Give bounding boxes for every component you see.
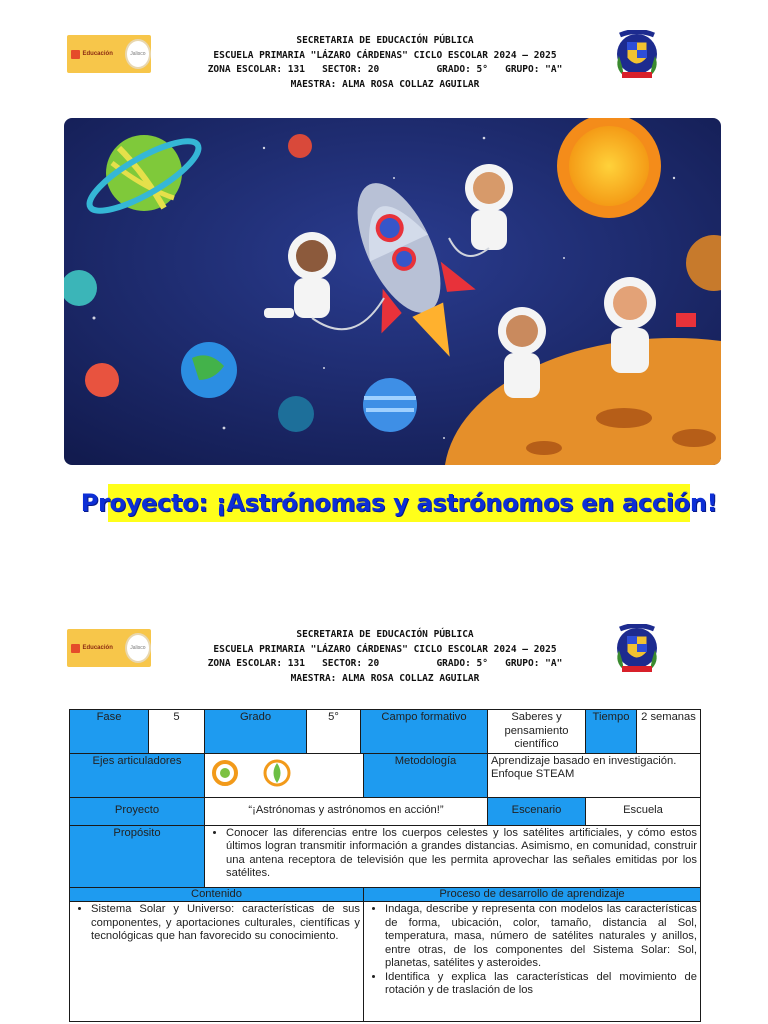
header-text (160, 628, 610, 686)
tiempo-label: Tiempo (586, 710, 637, 754)
header-line-1: SECRETARIA DE EDUCACIÓN PÚBLICA (296, 35, 474, 46)
contenido-cell (70, 902, 364, 1022)
seal-text: Jalisco (130, 51, 146, 57)
header-line-2: ESCUELA PRIMARIA "LÁZARO CÁRDENAS" CICLO ESCOLAR 2024 – 2025 (213, 49, 557, 61)
grado-label: Grado (205, 710, 307, 754)
state-seal (125, 39, 151, 69)
tiempo-value: 2 semanas (637, 710, 701, 754)
proyecto-value: “¡Astrónomas y astrónomos en acción!” (205, 797, 488, 825)
pensamiento-critico-icon (262, 759, 292, 787)
education-logo (67, 629, 151, 667)
page-header (0, 30, 768, 100)
proyecto-label: Proyecto (70, 797, 205, 825)
metodologia-value: Aprendizaje basado en investigación. Enfoque STEAM (488, 753, 701, 797)
header-text (160, 34, 610, 92)
seal-text: Jalisco (130, 645, 146, 651)
proposito-label: Propósito (70, 825, 205, 887)
header-line-1: SECRETARIA DE EDUCACIÓN PÚBLICA (296, 629, 474, 640)
header-line-4: MAESTRA: ALMA ROSA COLLAZ AGUILAR (290, 78, 480, 90)
metodologia-label: Metodología (364, 753, 488, 797)
project-title: Proyecto: ¡Astrónomas y astrónomos en acción! (108, 484, 690, 522)
grado-value: 5° (307, 710, 361, 754)
campo-label: Campo formativo (361, 710, 488, 754)
logo-text: Educación (82, 645, 113, 651)
header-line-3: ZONA ESCOLAR: 131 SECTOR: 20 GRADO: 5° GRUPO: "A" (207, 658, 563, 669)
inclusion-icon (210, 759, 240, 787)
page-header-2 (0, 624, 768, 694)
header-line-3: ZONA ESCOLAR: 131 SECTOR: 20 GRADO: 5° GRUPO: "A" (207, 64, 563, 75)
header-line-2: ESCUELA PRIMARIA "LÁZARO CÁRDENAS" CICLO ESCOLAR 2024 – 2025 (213, 643, 557, 655)
education-logo (67, 35, 151, 73)
pda-item: • Indaga, describe y representa con modelos las características de forma, ubicación, color, tamaño, distancia al Sol, temperatura, masa, número de satélites naturales y anillos, entre otras, de los componentes del Sistema Solar: Sol, planetas, satélites y asteroides. (385, 903, 697, 971)
ejes-label: Ejes articuladores (70, 753, 205, 797)
pda-label: Proceso de desarrollo de aprendizaje (364, 887, 701, 902)
proposito-cell (205, 825, 701, 887)
escenario-value: Escuela (586, 797, 701, 825)
contenido-item: • Sistema Solar y Universo: características de sus componentes, y aportaciones culturales, científicas y tecnológicas que han favorecido su conocimiento. (91, 903, 360, 944)
book-icon (71, 644, 80, 653)
pda-cell (364, 902, 701, 1022)
book-icon (71, 50, 80, 59)
planning-table (69, 709, 701, 1022)
school-crest-icon (610, 624, 664, 676)
ejes-icons-cell (205, 753, 364, 797)
header-line-4: MAESTRA: ALMA ROSA COLLAZ AGUILAR (290, 672, 480, 684)
state-seal (125, 633, 151, 663)
escenario-label: Escenario (488, 797, 586, 825)
space-illustration (64, 118, 721, 465)
proposito-value: • Conocer las diferencias entre los cuerpos celestes y los satélites artificiales, y cómo estos últimos logran transmitir información a grandes distancias. Asimismo, en comunidad, construir una antena receptora de televisión que les permita aprovechar las señales emitidas por los satélites. (226, 827, 697, 881)
contenido-label: Contenido (70, 887, 364, 902)
fase-value: 5 (149, 710, 205, 754)
logo-text: Educación (82, 51, 113, 57)
campo-value: Saberes y pensamiento científico (488, 710, 586, 754)
school-crest-icon (610, 30, 664, 82)
pda-item: • Identifica y explica las características del movimiento de rotación y de traslación de los (385, 971, 697, 998)
fase-label: Fase (70, 710, 149, 754)
